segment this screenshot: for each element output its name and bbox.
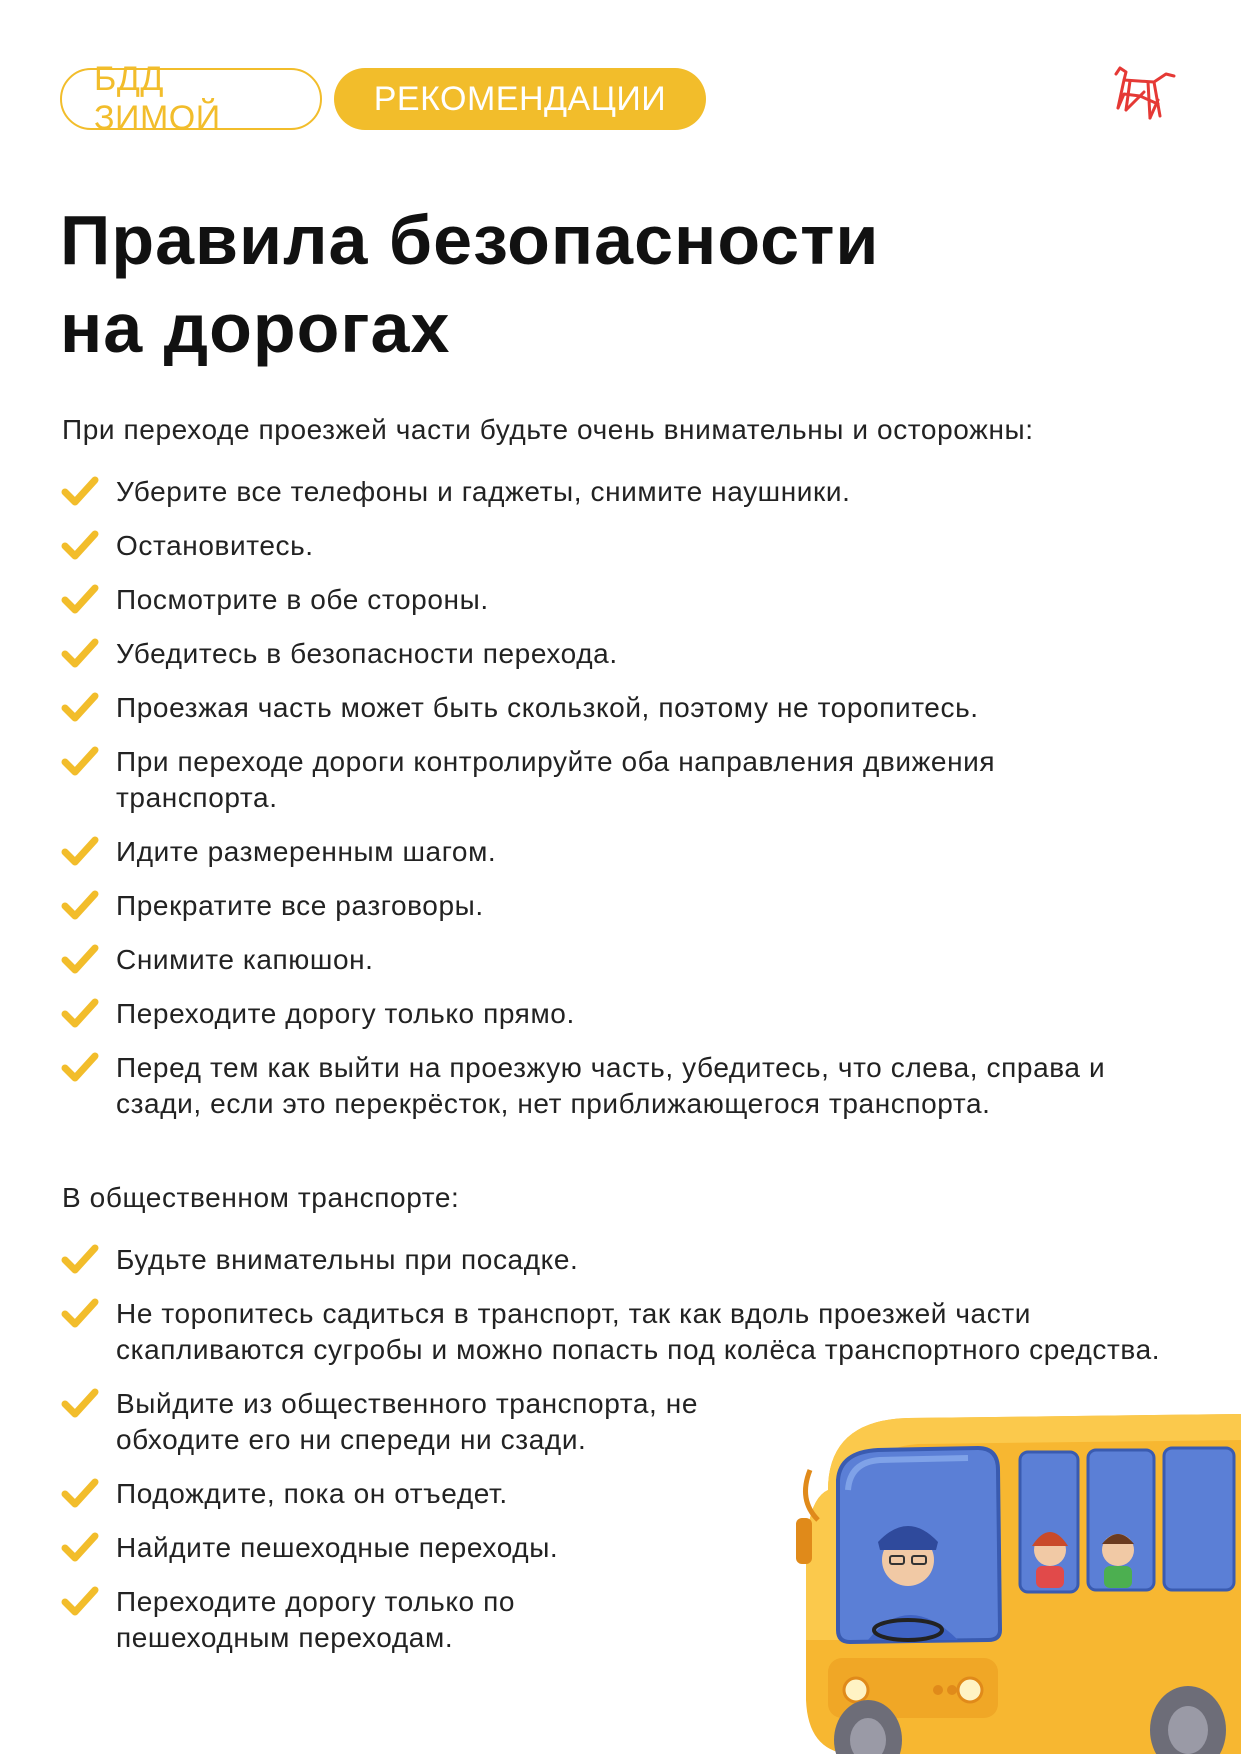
check-icon <box>60 1244 100 1276</box>
check-icon <box>60 1532 100 1564</box>
list-item-text: Прекратите все разговоры. <box>116 890 484 921</box>
tag-bdd-winter: БДД ЗИМОЙ <box>60 68 322 130</box>
section1-intro: При переходе проезжей части будьте очень внимательны и осторожны: <box>62 414 1034 445</box>
list-item-text: Идите размеренным шагом. <box>116 836 497 867</box>
list-item <box>60 528 1190 564</box>
list-item <box>60 690 1190 726</box>
list-item-text: Проезжая часть может быть скользкой, поэтому не торопитесь. <box>116 692 979 723</box>
list-item <box>60 1584 596 1656</box>
check-icon <box>60 692 100 724</box>
list-item <box>60 1386 796 1458</box>
list-item-text: При переходе дороги контролируйте оба направления движения транспорта. <box>116 746 996 813</box>
check-icon <box>60 476 100 508</box>
section1-list <box>60 474 1190 1122</box>
list-item <box>60 636 1190 672</box>
check-icon <box>60 944 100 976</box>
list-item-text: Не торопитесь садиться в транспорт, так как вдоль проезжей части скапливаются сугробы и можно попасть под колёса транспортного средства. <box>116 1298 1161 1365</box>
list-item <box>60 888 1190 924</box>
list-item-text: Остановитесь. <box>116 530 314 561</box>
title-line-2: на дорогах <box>60 289 451 367</box>
check-icon <box>60 1586 100 1618</box>
page-title <box>60 196 879 372</box>
check-icon <box>60 1478 100 1510</box>
list-item-text: Переходите дорогу только по пешеходным переходам. <box>116 1586 515 1653</box>
list-item-text: Переходите дорогу только прямо. <box>116 998 575 1029</box>
bus-illustration <box>788 1400 1241 1754</box>
list-item <box>60 996 1190 1032</box>
list-item <box>60 1242 1170 1278</box>
list-item <box>60 582 1190 618</box>
check-icon <box>60 746 100 778</box>
list-item <box>60 474 1190 510</box>
list-item-text: Выйдите из общественного транспорта, не обходите его ни спереди ни сзади. <box>116 1388 699 1455</box>
tag-recommendations: РЕКОМЕНДАЦИИ <box>334 68 706 130</box>
check-icon <box>60 584 100 616</box>
check-icon <box>60 1298 100 1330</box>
list-item-text: Уберите все телефоны и гаджеты, снимите наушники. <box>116 476 851 507</box>
list-item-text: Найдите пешеходные переходы. <box>116 1532 559 1563</box>
tags <box>60 60 706 137</box>
check-icon <box>60 1052 100 1084</box>
list-item-text: Подождите, пока он отъедет. <box>116 1478 508 1509</box>
check-icon <box>60 998 100 1030</box>
list-item <box>60 834 1190 870</box>
check-icon <box>60 530 100 562</box>
list-item <box>60 942 1190 978</box>
check-icon <box>60 836 100 868</box>
check-icon <box>60 1388 100 1420</box>
list-item-text: Посмотрите в обе стороны. <box>116 584 489 615</box>
list-item <box>60 1050 1190 1122</box>
list-item-text: Убедитесь в безопасности перехода. <box>116 638 618 669</box>
title-line-1: Правила безопасности <box>60 201 880 279</box>
check-icon <box>60 638 100 670</box>
check-icon <box>60 890 100 922</box>
list-item <box>60 1296 1176 1368</box>
list-item <box>60 744 1126 816</box>
list-item-text: Перед тем как выйти на проезжую часть, убедитесь, что слева, справа и сзади, если это перекрёсток, нет приближающегося транспорта. <box>116 1052 1106 1119</box>
section2-intro: В общественном транспорте: <box>62 1182 460 1213</box>
list-item-text: Будьте внимательны при посадке. <box>116 1244 579 1275</box>
list-item-text: Снимите капюшон. <box>116 944 374 975</box>
horse-logo-icon <box>1110 64 1180 128</box>
